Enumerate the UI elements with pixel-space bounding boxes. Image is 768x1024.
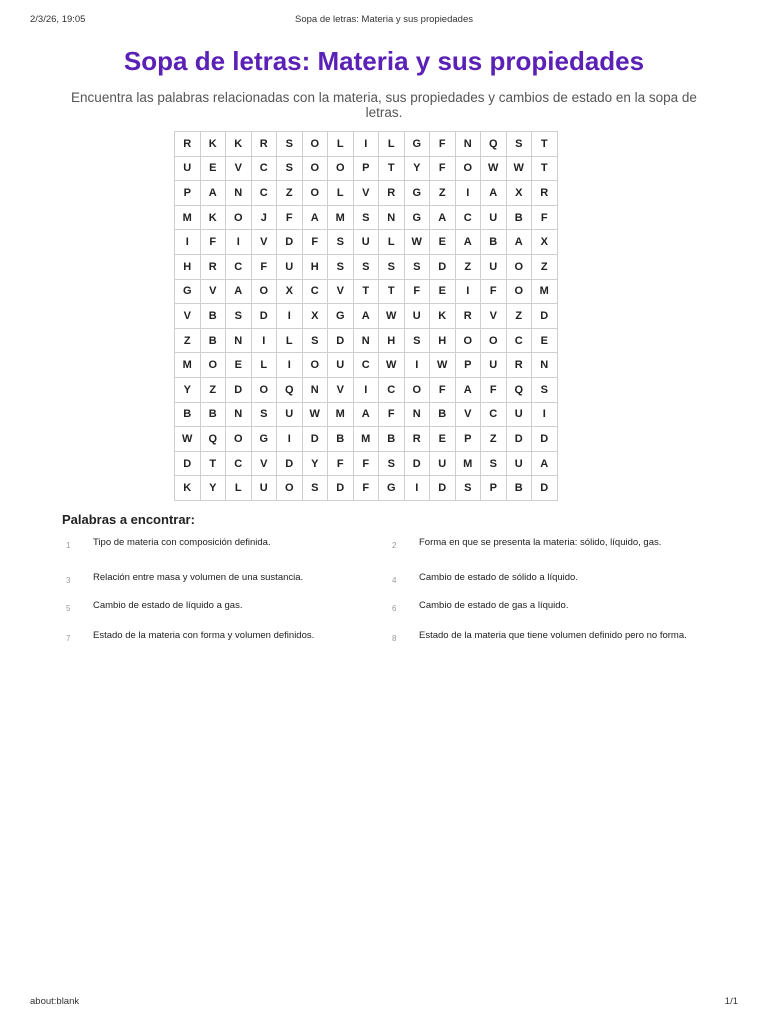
grid-cell[interactable]: T bbox=[532, 132, 558, 157]
grid-row bbox=[175, 205, 558, 230]
grid-cell[interactable]: Y bbox=[404, 156, 430, 181]
grid-cell[interactable]: G bbox=[404, 132, 430, 157]
grid-cell[interactable]: C bbox=[251, 156, 277, 181]
grid-cell[interactable]: A bbox=[200, 181, 226, 206]
grid-cell[interactable]: F bbox=[379, 402, 405, 427]
grid-cell[interactable]: A bbox=[455, 230, 481, 255]
grid-cell[interactable]: F bbox=[481, 377, 507, 402]
grid-cell[interactable]: I bbox=[277, 304, 303, 329]
grid-cell[interactable]: U bbox=[430, 451, 456, 476]
grid-cell[interactable]: Z bbox=[455, 254, 481, 279]
grid-cell[interactable]: E bbox=[532, 328, 558, 353]
grid-cell[interactable]: O bbox=[200, 353, 226, 378]
grid-cell[interactable]: C bbox=[506, 328, 532, 353]
grid-cell[interactable]: V bbox=[251, 230, 277, 255]
grid-cell[interactable]: W bbox=[404, 230, 430, 255]
grid-cell[interactable]: F bbox=[532, 205, 558, 230]
grid-cell[interactable]: O bbox=[404, 377, 430, 402]
grid-cell[interactable]: U bbox=[328, 353, 354, 378]
grid-cell[interactable]: W bbox=[506, 156, 532, 181]
grid-cell[interactable]: D bbox=[532, 476, 558, 501]
grid-cell[interactable]: F bbox=[302, 230, 328, 255]
grid-row bbox=[175, 402, 558, 427]
grid-cell[interactable]: I bbox=[251, 328, 277, 353]
grid-cell[interactable]: O bbox=[455, 156, 481, 181]
grid-cell[interactable]: S bbox=[506, 132, 532, 157]
grid-cell[interactable]: S bbox=[328, 230, 354, 255]
grid-cell[interactable]: K bbox=[175, 476, 201, 501]
grid-cell[interactable]: D bbox=[277, 451, 303, 476]
grid-cell[interactable]: N bbox=[532, 353, 558, 378]
grid-cell[interactable]: T bbox=[353, 279, 379, 304]
grid-cell[interactable]: C bbox=[302, 279, 328, 304]
grid-cell[interactable]: F bbox=[353, 451, 379, 476]
word-search-grid bbox=[174, 131, 558, 501]
grid-cell[interactable]: M bbox=[328, 402, 354, 427]
grid-row bbox=[175, 427, 558, 452]
clue-text: Cambio de estado de gas a líquido. bbox=[419, 600, 569, 611]
grid-cell[interactable]: F bbox=[481, 279, 507, 304]
grid-cell[interactable]: H bbox=[430, 328, 456, 353]
grid-cell[interactable]: N bbox=[404, 402, 430, 427]
grid-cell[interactable]: D bbox=[328, 328, 354, 353]
grid-cell[interactable]: C bbox=[455, 205, 481, 230]
grid-cell[interactable]: I bbox=[353, 377, 379, 402]
grid-cell[interactable]: B bbox=[328, 427, 354, 452]
grid-cell[interactable]: G bbox=[379, 476, 405, 501]
grid-cell[interactable]: R bbox=[200, 254, 226, 279]
grid-cell[interactable]: U bbox=[277, 402, 303, 427]
grid-cell[interactable]: X bbox=[532, 230, 558, 255]
grid-cell[interactable]: G bbox=[251, 427, 277, 452]
grid-cell[interactable]: U bbox=[506, 402, 532, 427]
grid-cell[interactable]: O bbox=[277, 476, 303, 501]
grid-cell[interactable]: N bbox=[379, 205, 405, 230]
grid-cell[interactable]: B bbox=[200, 304, 226, 329]
grid-cell[interactable]: K bbox=[200, 205, 226, 230]
grid-cell[interactable]: S bbox=[404, 328, 430, 353]
grid-cell[interactable]: O bbox=[481, 328, 507, 353]
grid-cell[interactable]: S bbox=[277, 156, 303, 181]
grid-cell[interactable]: S bbox=[353, 205, 379, 230]
clue-number: 7 bbox=[66, 634, 71, 643]
grid-cell[interactable]: I bbox=[455, 279, 481, 304]
grid-cell[interactable]: F bbox=[277, 205, 303, 230]
grid-cell[interactable]: E bbox=[430, 427, 456, 452]
clue-text: Forma en que se presenta la materia: sólido, líquido, gas. bbox=[419, 537, 662, 548]
grid-cell[interactable]: I bbox=[455, 181, 481, 206]
grid-cell[interactable]: U bbox=[251, 476, 277, 501]
grid-cell[interactable]: R bbox=[379, 181, 405, 206]
print-page-number: 1/1 bbox=[724, 996, 738, 1007]
grid-cell[interactable]: G bbox=[404, 205, 430, 230]
clue-text: Tipo de materia con composición definida. bbox=[93, 537, 271, 548]
grid-cell[interactable]: D bbox=[532, 304, 558, 329]
grid-cell[interactable]: F bbox=[430, 377, 456, 402]
grid-cell[interactable]: A bbox=[506, 230, 532, 255]
grid-cell[interactable]: Z bbox=[175, 328, 201, 353]
grid-cell[interactable]: V bbox=[200, 279, 226, 304]
grid-cell[interactable]: A bbox=[353, 304, 379, 329]
grid-cell[interactable]: Z bbox=[506, 304, 532, 329]
grid-cell[interactable]: O bbox=[302, 353, 328, 378]
grid-cell[interactable]: S bbox=[353, 254, 379, 279]
grid-cell[interactable]: W bbox=[481, 156, 507, 181]
grid-row bbox=[175, 254, 558, 279]
grid-cell[interactable]: G bbox=[404, 181, 430, 206]
grid-cell[interactable]: P bbox=[175, 181, 201, 206]
grid-cell[interactable]: O bbox=[226, 427, 252, 452]
grid-cell[interactable]: D bbox=[302, 427, 328, 452]
grid-cell[interactable]: Y bbox=[175, 377, 201, 402]
clue-number: 6 bbox=[392, 604, 397, 613]
grid-cell[interactable]: G bbox=[175, 279, 201, 304]
print-footer bbox=[30, 996, 738, 1010]
grid-row bbox=[175, 132, 558, 157]
grid-row bbox=[175, 279, 558, 304]
grid-cell[interactable]: A bbox=[532, 451, 558, 476]
grid-cell[interactable]: W bbox=[302, 402, 328, 427]
grid-cell[interactable]: S bbox=[532, 377, 558, 402]
grid-cell[interactable]: R bbox=[532, 181, 558, 206]
grid-cell[interactable]: C bbox=[379, 377, 405, 402]
grid-cell[interactable]: N bbox=[226, 328, 252, 353]
grid-cell[interactable]: E bbox=[226, 353, 252, 378]
grid-cell[interactable]: F bbox=[353, 476, 379, 501]
grid-cell[interactable]: M bbox=[175, 353, 201, 378]
grid-cell[interactable]: Q bbox=[506, 377, 532, 402]
grid-cell[interactable]: D bbox=[277, 230, 303, 255]
grid-cell[interactable]: Y bbox=[302, 451, 328, 476]
grid-cell[interactable]: Z bbox=[481, 427, 507, 452]
clue-text: Cambio de estado de sólido a líquido. bbox=[419, 572, 578, 583]
grid-cell[interactable]: D bbox=[430, 254, 456, 279]
grid-cell[interactable]: S bbox=[277, 132, 303, 157]
print-doc-title: Sopa de letras: Materia y sus propiedades bbox=[295, 14, 473, 25]
grid-cell[interactable]: N bbox=[226, 181, 252, 206]
grid-cell[interactable]: S bbox=[328, 254, 354, 279]
grid-cell[interactable]: A bbox=[481, 181, 507, 206]
grid-cell[interactable]: N bbox=[455, 132, 481, 157]
clue-number: 3 bbox=[66, 576, 71, 585]
grid-cell[interactable]: N bbox=[302, 377, 328, 402]
grid-cell[interactable]: D bbox=[251, 304, 277, 329]
grid-cell[interactable]: C bbox=[251, 181, 277, 206]
grid-cell[interactable]: A bbox=[455, 377, 481, 402]
clue-number: 2 bbox=[392, 541, 397, 550]
grid-cell[interactable]: B bbox=[379, 427, 405, 452]
grid-cell[interactable]: C bbox=[353, 353, 379, 378]
grid-cell[interactable]: O bbox=[302, 132, 328, 157]
grid-cell[interactable]: O bbox=[251, 377, 277, 402]
grid-cell[interactable]: D bbox=[226, 377, 252, 402]
grid-cell[interactable]: N bbox=[226, 402, 252, 427]
grid-cell[interactable]: M bbox=[532, 279, 558, 304]
grid-cell[interactable]: A bbox=[302, 205, 328, 230]
grid-cell[interactable]: A bbox=[353, 402, 379, 427]
clue-text: Relación entre masa y volumen de una sustancia. bbox=[93, 572, 304, 583]
grid-cell[interactable]: Z bbox=[532, 254, 558, 279]
grid-cell[interactable]: I bbox=[175, 230, 201, 255]
grid-cell[interactable]: D bbox=[328, 476, 354, 501]
grid-cell[interactable]: F bbox=[251, 254, 277, 279]
grid-cell[interactable]: B bbox=[506, 476, 532, 501]
grid-cell[interactable]: U bbox=[404, 304, 430, 329]
page-subtitle: Encuentra las palabras relacionadas con la materia, sus propiedades y cambios de estado en la sopa de letras. bbox=[71, 90, 697, 120]
grid-row bbox=[175, 353, 558, 378]
grid-cell[interactable]: H bbox=[175, 254, 201, 279]
grid-cell[interactable]: O bbox=[302, 181, 328, 206]
grid-cell[interactable]: I bbox=[277, 353, 303, 378]
grid-cell[interactable]: U bbox=[353, 230, 379, 255]
print-datetime: 2/3/26, 19:05 bbox=[30, 14, 86, 25]
grid-cell[interactable]: W bbox=[175, 427, 201, 452]
clue-number: 8 bbox=[392, 634, 397, 643]
grid-cell[interactable]: E bbox=[430, 279, 456, 304]
page-title: Sopa de letras: Materia y sus propiedades bbox=[123, 46, 645, 76]
grid-cell[interactable]: C bbox=[481, 402, 507, 427]
grid-cell[interactable]: L bbox=[226, 476, 252, 501]
grid-cell[interactable]: O bbox=[328, 156, 354, 181]
grid-row bbox=[175, 451, 558, 476]
grid-cell[interactable]: N bbox=[353, 328, 379, 353]
grid-cell[interactable]: H bbox=[302, 254, 328, 279]
clue-number: 1 bbox=[66, 541, 71, 550]
grid-cell[interactable]: Z bbox=[277, 181, 303, 206]
grid-cell[interactable]: D bbox=[532, 427, 558, 452]
grid-cell[interactable]: M bbox=[455, 451, 481, 476]
grid-cell[interactable]: S bbox=[226, 304, 252, 329]
grid-cell[interactable]: D bbox=[506, 427, 532, 452]
print-url: about:blank bbox=[30, 996, 80, 1007]
grid-cell[interactable]: M bbox=[328, 205, 354, 230]
grid-cell[interactable]: C bbox=[226, 451, 252, 476]
grid-cell[interactable]: K bbox=[200, 132, 226, 157]
grid-cell[interactable]: F bbox=[430, 132, 456, 157]
grid-cell[interactable]: X bbox=[302, 304, 328, 329]
grid-cell[interactable]: F bbox=[430, 156, 456, 181]
grid-cell[interactable]: Q bbox=[481, 132, 507, 157]
grid-row bbox=[175, 476, 558, 501]
grid-cell[interactable]: Z bbox=[430, 181, 456, 206]
grid-cell[interactable]: U bbox=[481, 205, 507, 230]
grid-cell[interactable]: V bbox=[175, 304, 201, 329]
grid-cell[interactable]: F bbox=[328, 451, 354, 476]
grid-cell[interactable]: O bbox=[302, 156, 328, 181]
grid-cell[interactable]: D bbox=[175, 451, 201, 476]
grid-cell[interactable]: S bbox=[302, 476, 328, 501]
clue-text: Cambio de estado de líquido a gas. bbox=[93, 600, 243, 611]
clue-number: 5 bbox=[66, 604, 71, 613]
clue-number: 4 bbox=[392, 576, 397, 585]
grid-cell[interactable]: V bbox=[455, 402, 481, 427]
grid-cell[interactable]: I bbox=[404, 476, 430, 501]
grid-cell[interactable]: I bbox=[353, 132, 379, 157]
grid-cell[interactable]: S bbox=[302, 328, 328, 353]
grid-cell[interactable]: I bbox=[277, 427, 303, 452]
grid-cell[interactable]: P bbox=[353, 156, 379, 181]
grid-cell[interactable]: V bbox=[353, 181, 379, 206]
print-header bbox=[30, 14, 738, 28]
grid-cell[interactable]: O bbox=[506, 279, 532, 304]
grid-cell[interactable]: Q bbox=[277, 377, 303, 402]
words-heading: Palabras a encontrar: bbox=[62, 512, 195, 527]
grid-cell[interactable]: R bbox=[175, 132, 201, 157]
grid-cell[interactable]: B bbox=[200, 328, 226, 353]
grid-cell[interactable]: P bbox=[481, 476, 507, 501]
grid-cell[interactable]: O bbox=[251, 279, 277, 304]
grid-cell[interactable]: V bbox=[481, 304, 507, 329]
grid-cell[interactable]: L bbox=[379, 132, 405, 157]
grid-cell[interactable]: S bbox=[379, 254, 405, 279]
grid-cell[interactable]: V bbox=[328, 377, 354, 402]
grid-cell[interactable]: U bbox=[506, 451, 532, 476]
grid-cell[interactable]: U bbox=[175, 156, 201, 181]
grid-cell[interactable]: M bbox=[175, 205, 201, 230]
grid-cell[interactable]: L bbox=[277, 328, 303, 353]
grid-cell[interactable]: G bbox=[328, 304, 354, 329]
grid-cell[interactable]: X bbox=[277, 279, 303, 304]
grid-cell[interactable]: B bbox=[430, 402, 456, 427]
grid-cell[interactable]: U bbox=[481, 353, 507, 378]
clue-text: Estado de la materia que tiene volumen definido pero no forma. bbox=[419, 630, 687, 641]
grid-cell[interactable]: X bbox=[506, 181, 532, 206]
grid-cell[interactable]: V bbox=[226, 156, 252, 181]
grid-cell[interactable]: R bbox=[404, 427, 430, 452]
grid-cell[interactable]: S bbox=[481, 451, 507, 476]
grid-cell[interactable]: E bbox=[430, 230, 456, 255]
grid-cell[interactable]: I bbox=[226, 230, 252, 255]
word-search-table bbox=[174, 131, 558, 501]
grid-cell[interactable]: B bbox=[175, 402, 201, 427]
grid-cell[interactable]: L bbox=[328, 132, 354, 157]
grid-row bbox=[175, 230, 558, 255]
grid-cell[interactable]: F bbox=[200, 230, 226, 255]
grid-cell[interactable]: U bbox=[481, 254, 507, 279]
grid-cell[interactable]: W bbox=[379, 353, 405, 378]
grid-cell[interactable]: F bbox=[404, 279, 430, 304]
grid-cell[interactable]: L bbox=[251, 353, 277, 378]
grid-cell[interactable]: D bbox=[430, 476, 456, 501]
grid-cell[interactable]: R bbox=[506, 353, 532, 378]
grid-cell[interactable]: K bbox=[430, 304, 456, 329]
grid-row bbox=[175, 156, 558, 181]
grid-cell[interactable]: K bbox=[226, 132, 252, 157]
grid-cell[interactable]: L bbox=[379, 230, 405, 255]
grid-cell[interactable]: Y bbox=[200, 476, 226, 501]
grid-cell[interactable]: I bbox=[532, 402, 558, 427]
grid-cell[interactable]: P bbox=[455, 427, 481, 452]
grid-row bbox=[175, 328, 558, 353]
grid-cell[interactable]: C bbox=[226, 254, 252, 279]
clue-text: Estado de la materia con forma y volumen definidos. bbox=[93, 630, 315, 641]
grid-row bbox=[175, 304, 558, 329]
grid-cell[interactable]: D bbox=[404, 451, 430, 476]
grid-cell[interactable]: S bbox=[379, 451, 405, 476]
grid-cell[interactable]: W bbox=[379, 304, 405, 329]
grid-cell[interactable]: S bbox=[404, 254, 430, 279]
grid-cell[interactable]: T bbox=[379, 279, 405, 304]
grid-cell[interactable]: T bbox=[200, 451, 226, 476]
grid-cell[interactable]: O bbox=[455, 328, 481, 353]
grid-cell[interactable]: U bbox=[277, 254, 303, 279]
grid-cell[interactable]: W bbox=[430, 353, 456, 378]
grid-cell[interactable]: S bbox=[455, 476, 481, 501]
grid-cell[interactable]: E bbox=[200, 156, 226, 181]
grid-cell[interactable]: A bbox=[226, 279, 252, 304]
grid-cell[interactable]: Q bbox=[200, 427, 226, 452]
grid-cell[interactable]: T bbox=[532, 156, 558, 181]
grid-cell[interactable]: Z bbox=[200, 377, 226, 402]
grid-row bbox=[175, 181, 558, 206]
grid-cell[interactable]: O bbox=[506, 254, 532, 279]
grid-cell[interactable]: R bbox=[251, 132, 277, 157]
grid-cell[interactable]: T bbox=[379, 156, 405, 181]
grid-row bbox=[175, 377, 558, 402]
grid-cell[interactable]: B bbox=[481, 230, 507, 255]
grid-cell[interactable]: P bbox=[455, 353, 481, 378]
grid-cell[interactable]: L bbox=[328, 181, 354, 206]
grid-cell[interactable]: R bbox=[455, 304, 481, 329]
grid-cell[interactable]: S bbox=[251, 402, 277, 427]
grid-cell[interactable]: O bbox=[226, 205, 252, 230]
grid-cell[interactable]: H bbox=[379, 328, 405, 353]
grid-cell[interactable]: A bbox=[430, 205, 456, 230]
grid-cell[interactable]: V bbox=[328, 279, 354, 304]
grid-cell[interactable]: V bbox=[251, 451, 277, 476]
grid-cell[interactable]: B bbox=[506, 205, 532, 230]
grid-cell[interactable]: M bbox=[353, 427, 379, 452]
grid-cell[interactable]: I bbox=[404, 353, 430, 378]
grid-cell[interactable]: B bbox=[200, 402, 226, 427]
grid-cell[interactable]: J bbox=[251, 205, 277, 230]
